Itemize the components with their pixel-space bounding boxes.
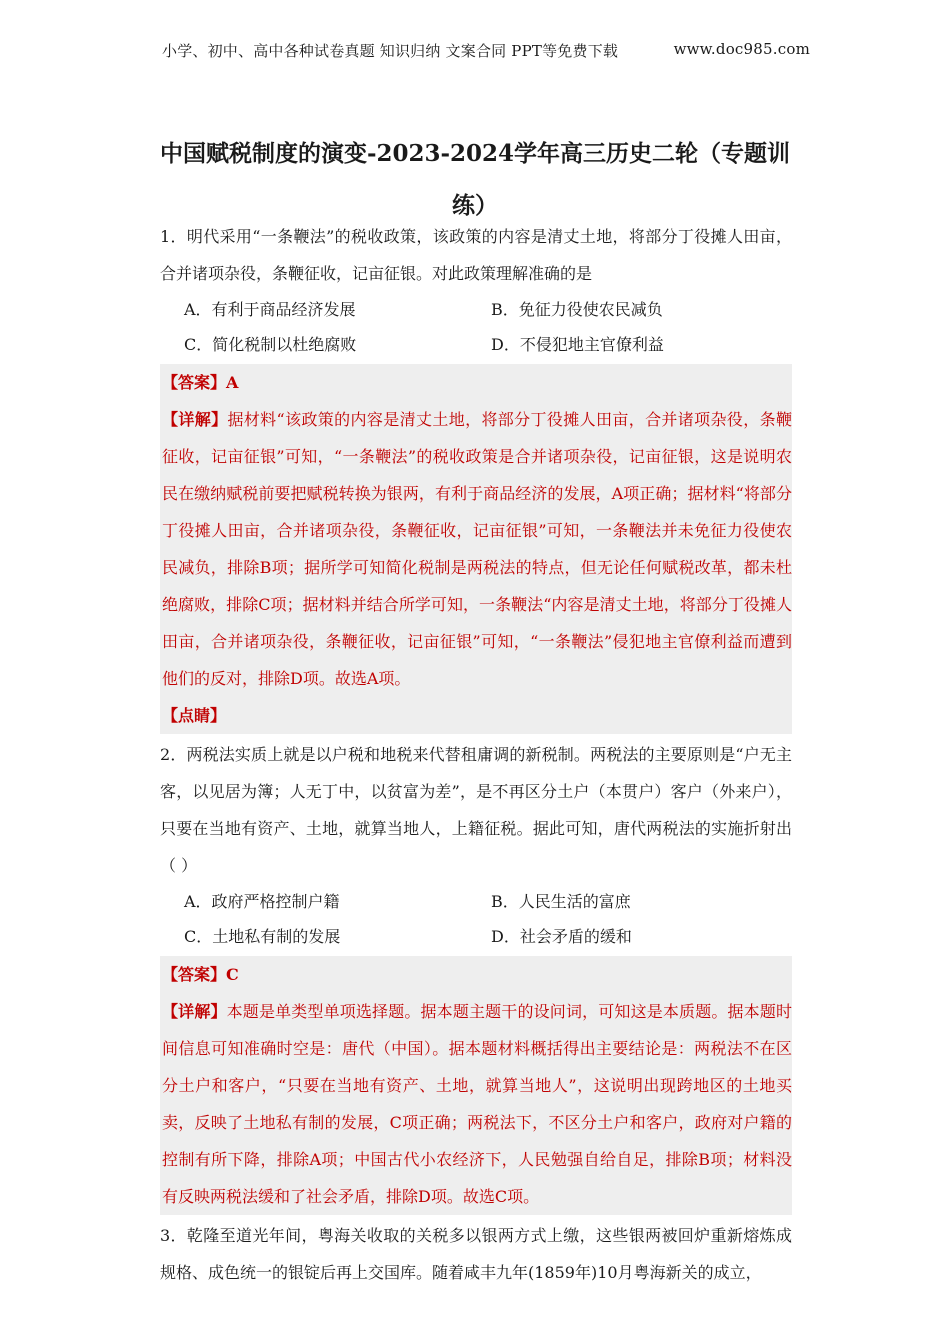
header-left-text: 小学、初中、高中各种试卷真题 知识归纳 文案合同 PPT等免费下载 <box>162 42 619 60</box>
q1-detail-text: 据材料“该政策的内容是清丈土地，将部分丁役摊人田亩，合并诸项杂役，条鞭征收，记亩征银”可知，“一条鞭法”的税收政策是合并诸项杂役，记亩征银，这是说明农民在缴纳赋税前要把赋税转换为银两，有利于商品经济的发展，A项正确；据材料“将部分丁役摊人田亩，合并诸项杂役，条鞭征收，记亩征银”可知，一条鞭法并未免征力役使农民减负，排除B项；据所学可知简化税制是两税法的特点，但无论任何赋税改革，都未杜绝腐败，排除C项；据材料并结合所学可知，一条鞭法“内容是清丈土地，将部分丁役摊人田亩，合并诸项杂役，条鞭征收，记亩征银”可知，“一条鞭法”侵犯地主官僚利益而遭到他们的反对，排除D项。故选A项。 <box>162 410 792 688</box>
q2-option-b: B．人民生活的富庶 <box>491 892 631 911</box>
question-3-stem: 3．乾隆至道光年间，粤海关收取的关税多以银两方式上缴，这些银两被回炉重新熔炼成规格、成色统一的银锭后再上交国库。随着咸丰九年(1859年)10月粤海新关的成立， <box>160 1226 792 1282</box>
document-body <box>160 218 792 1291</box>
question-2-stem: 2．两税法实质上就是以户税和地税来代替租庸调的新税制。两税法的主要原则是“户无主客，以见居为簿；人无丁中，以贫富为差”，是不再区分土户（本贯户）客户（外来户），只要在当地有资产、土地，就算当地人，上籍征税。据此可知，唐代两税法的实施折射出（ ） <box>160 745 792 875</box>
header-website[interactable]: www.doc985.com <box>673 40 810 58</box>
q1-option-c: C．简化税制以杜绝腐败 <box>184 335 357 354</box>
q1-option-b: B．免征力役使农民减负 <box>491 300 663 319</box>
q1-option-d: D．不侵犯地主官僚利益 <box>491 335 664 354</box>
page-header <box>162 40 810 61</box>
q2-detail-text: 本题是单类型单项选择题。据本题主题干的设问词，可知这是本质题。据本题时间信息可知准确时空是：唐代（中国）。据本题材料概括得出主要结论是：两税法不在区分土户和客户，“只要在当地有资产、土地，就算当地人”，这说明出现跨地区的土地买卖，反映了土地私有制的发展，C项正确；两税法下，不区分土户和客户，政府对户籍的控制有所下降，排除A项；中国古代小农经济下，人民勉强自给自足，排除B项；材料没有反映两税法缓和了社会矛盾，排除D项。故选C项。 <box>162 1002 792 1206</box>
q1-answer-label: 【答案】 <box>162 373 227 392</box>
q1-answer-line <box>162 364 792 401</box>
q1-point-label: 【点睛】 <box>162 706 227 725</box>
q1-detail-label: 【详解】 <box>162 410 228 429</box>
q2-option-c: C．土地私有制的发展 <box>184 927 341 946</box>
q2-answer-line <box>162 956 792 993</box>
question-1-stem: 1．明代采用“一条鞭法”的税收政策，该政策的内容是清丈土地，将部分丁役摊人田亩，合并诸项杂役，条鞭征收，记亩征银。对此政策理解准确的是 <box>160 227 792 283</box>
q2-answer-label: 【答案】 <box>162 965 227 984</box>
q2-answer-value: C <box>226 965 239 984</box>
page-title: 中国赋税制度的演变-2023-2024学年高三历史二轮（专题训练） <box>159 140 791 219</box>
question-1-answer-block <box>160 364 792 734</box>
question-1-options <box>160 292 792 362</box>
question-2-answer-block <box>160 956 792 1215</box>
question-2-options <box>160 884 792 954</box>
q1-answer-value: A <box>226 373 239 392</box>
q1-detail <box>162 401 792 697</box>
q1-option-a: A．有利于商品经济发展 <box>184 300 356 319</box>
q2-detail-label: 【详解】 <box>162 1002 227 1021</box>
q2-option-a: A．政府严格控制户籍 <box>184 892 340 911</box>
q2-detail <box>162 993 792 1215</box>
q2-option-d: D．社会矛盾的缓和 <box>491 927 632 946</box>
